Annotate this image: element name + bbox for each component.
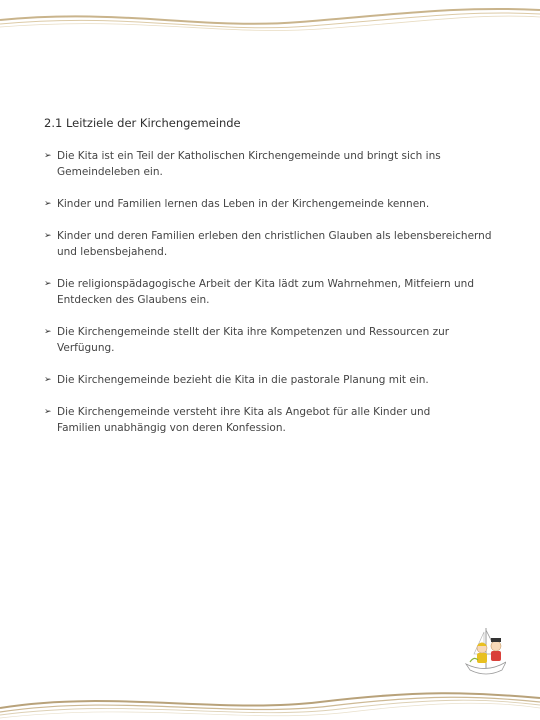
bullet-item xyxy=(44,196,504,212)
bullet-item xyxy=(44,372,504,388)
bullet-text-line: Die Kirchengemeinde stellt der Kita ihre Kompetenzen und Ressourcen zur Verfügung. xyxy=(57,326,450,354)
arrow-bullet-icon: ➢ xyxy=(44,199,52,209)
bullet-text-line: Die religionspädagogische Arbeit der Kita lädt zum Wahrnehmen, Mitfeiern und xyxy=(57,278,474,290)
bullet-text-line: Die Kirchengemeinde versteht ihre Kita als Angebot für alle Kinder und xyxy=(57,406,431,418)
bullet-list xyxy=(44,148,504,436)
bullet-item xyxy=(44,228,504,260)
bullet-item xyxy=(44,148,504,180)
bullet-text-line: Gemeindeleben ein. xyxy=(57,166,163,178)
bullet-text-line: und lebensbejahend. xyxy=(57,246,168,258)
bullet-text-line: Die Kirchengemeinde bezieht die Kita in die pastorale Planung mit ein. xyxy=(57,374,429,386)
footer-wave-decoration xyxy=(0,668,540,720)
arrow-bullet-icon: ➢ xyxy=(44,151,52,161)
bullet-text-line: Kinder und Familien lernen das Leben in der Kirchengemeinde kennen. xyxy=(57,198,430,210)
bullet-text-line: Kinder und deren Familien erleben den christlichen Glauben als lebensbereichernd xyxy=(57,230,492,242)
arrow-bullet-icon: ➢ xyxy=(44,279,52,289)
bullet-text-line: Familien unabhängig von deren Konfession. xyxy=(57,422,286,434)
bullet-item xyxy=(44,324,504,356)
arrow-bullet-icon: ➢ xyxy=(44,231,52,241)
arrow-bullet-icon: ➢ xyxy=(44,327,52,337)
page-content xyxy=(44,116,504,452)
bullet-item xyxy=(44,404,504,436)
arrow-bullet-icon: ➢ xyxy=(44,375,52,385)
bullet-text-line: Die Kita ist ein Teil der Katholischen Kirchengemeinde und bringt sich ins xyxy=(57,150,441,162)
header-wave-decoration xyxy=(0,0,540,40)
arrow-bullet-icon: ➢ xyxy=(44,407,52,417)
bullet-item xyxy=(44,276,504,308)
bullet-text-line: Entdecken des Glaubens ein. xyxy=(57,294,210,306)
section-heading: 2.1 Leitziele der Kirchengemeinde xyxy=(44,116,241,130)
